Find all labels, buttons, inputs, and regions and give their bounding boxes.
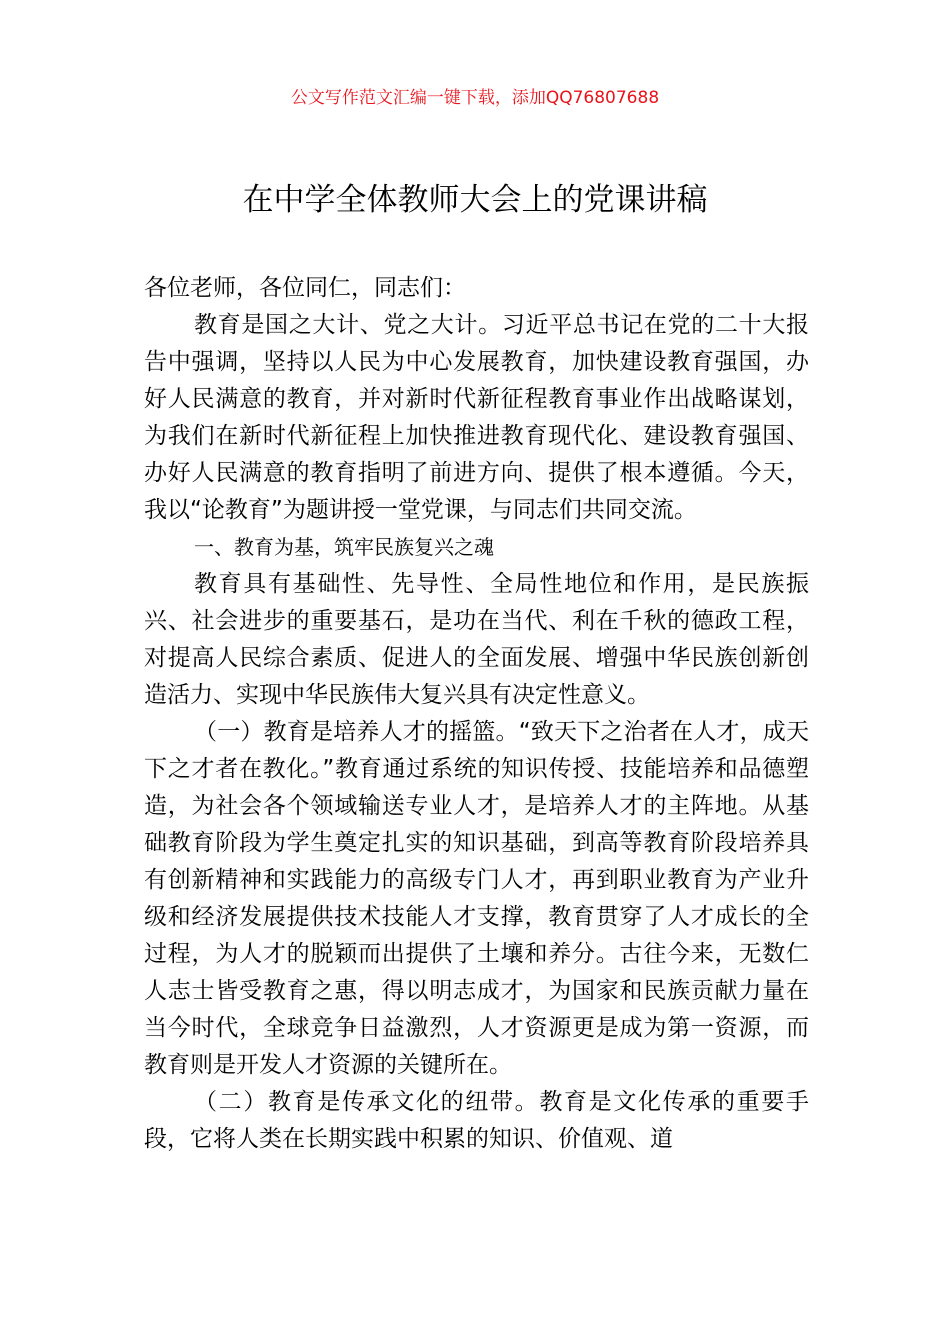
salutation: 各位老师，各位同仁，同志们： — [144, 275, 466, 301]
section-1-heading: 一、教育为基，筑牢民族复兴之魂 — [194, 535, 494, 559]
document-body — [144, 270, 809, 1158]
intro-paragraph: 教育是国之大计、党之大计。习近平总书记在党的二十大报告中强调，坚持以人民为中心发展教育，加快建设教育强国，办好人民满意的教育，并对新时代新征程教育事业作出战略谋划，为我们在新时代新征程上加快推进教育现代化、建设教育强国、办好人民满意的教育指明了前进方向、提供了根本遵循。今天，我以“论教育”为题讲授一堂党课，与同志们共同交流。 — [144, 312, 809, 523]
download-banner: 公文写作范文汇编一键下载，添加QQ76807688 — [290, 88, 660, 108]
section-1-paragraph: 教育具有基础性、先导性、全局性地位和作用，是民族振兴、社会进步的重要基石，是功在当代、利在千秋的德政工程，对提高人民综合素质、促进人的全面发展、增强中华民族创新创造活力、实现中华民族伟大复兴具有决定性意义。 — [144, 571, 809, 708]
document-title: 在中学全体教师大会上的党课讲稿 — [242, 182, 708, 218]
subsection-2-paragraph: （二）教育是传承文化的纽带。教育是文化传承的重要手段，它将人类在长期实践中积累的知识、价值观、道 — [144, 1089, 809, 1152]
subsection-1-paragraph: （一）教育是培养人才的摇篮。“致天下之治者在人才，成天下之才者在教化。”教育通过系统的知识传授、技能培养和品德塑造，为社会各个领域输送专业人才，是培养人才的主阵地。从基础教育阶段为学生奠定扎实的知识基础，到高等教育阶段培养具有创新精神和实践能力的高级专门人才，再到职业教育为产业升级和经济发展提供技术技能人才支撑，教育贯穿了人才成长的全过程，为人才的脱颖而出提供了土壤和养分。古往今来，无数仁人志士皆受教育之惠，得以明志成才，为国家和民族贡献力量在当今时代，全球竞争日益激烈，人才资源更是成为第一资源，而教育则是开发人才资源的关键所在。 — [144, 719, 809, 1078]
